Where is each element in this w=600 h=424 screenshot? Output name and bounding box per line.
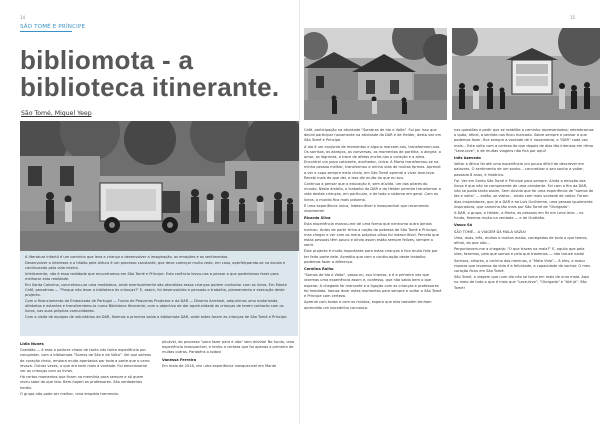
column-paragraph: O grupo não pode ser melhor, uma empatia tremenda. [20,391,119,396]
left-column-2 [162,340,295,370]
column-paragraph: Voltar a África foi até uma experiência um pouco difícil de descrever em palavras. O sentimento de um sonho... concretizar o seu sonho a voltar, passado 8 anos, é histórico. [454,162,584,177]
section-label: SÃO TOMÉ E PRÍNCIPE [20,24,86,30]
column-paragraph: "Somos de Ida e Volta", posso eu, sou imenso, e é a primeira vez que vivemos uma experiência assim e, confesso, que não sabia bem o que esperar. A chegada foi marcante e a ligação com as crianças e professores foi imediata. Vamos levar estes momentos para sempre e voltar a São Tomé e Príncipe com certeza. [304,273,442,299]
column-paragraph: Gratidão — é esta a palavra chave de tanto nós tanta experiência por conquistar, com a bibliomota "Somos de São e de Volta". Sei que saímos de coração cheio, embora muito apertados por toda a parte que o carro levava. Outras vezes, o que era bem mais à vontade. Foi emocionante ver as crianças com os livros. [20,348,152,374]
column-heading: Vasco Sá [454,223,473,228]
column-heading: Ricardo Silva [304,216,331,221]
column-paragraph: Continuo a pensar que a educação é, sem dúvida, um dos pilares do mundo. Neste âmbito, o trabalho da DAR e do Helder permite transformar a vida destas crianças, em particular, e de todo o sistema em geral. Com os livros, o mundo fica mais próximo. [304,182,441,202]
column-paragraph: Esta experiência marcou-me de uma forma que nenhuma outra jamais marcou. Antes de partir tinha a noção da pobreza de São Tomé e Príncipe, mas chegar e ver com os meus próprios olhos foi indescritível. Percebi que estas pessoas têm pouco e ainda assim estão sempre felizes, sempre a sorrir. [304,222,439,248]
column-paragraph: Há certos momentos que ficam na memória para sempre e só quem viveu sabe do que falo. Bem-hajam os professores. São verdadeiros heróis. [20,375,144,390]
column-paragraph: nas questões e pedir que se reabilite o caminho representados; relembramos o quão, afinal, o sentido nos ficou marcado. Sobre sempre e pensar o que podemos fazer, fica sempre a vontade de ir novamente, o "DAR" cada vez mais... Este volto com a certeza de que depois de dias tão intensos em ritmo "Leve-leve", e de muitas viagens não fica por aqui! [454,128,594,153]
caption-paragraph: Desenvolver o interesse e o hábito pela leitura é um processo constante, que deve começar muito cedo, em casa, aperfeiçoando-se na escola e continuando pela vida inteira. [25,260,286,270]
column-paragraph: A DAR, o grupo, o Helder, a Marta, as pessoas em fiz em Leve-leve... no fundo, fizemos muito na verdade — e de Gratidão. [454,211,584,221]
photo-village-graphic [304,28,447,120]
caption-paragraph: Com a visita de equipas de voluntários da DAR, fizemos a primeira saída a bibliomota DAR, onde estes foram as crianças de São Tomé e Príncipe. [25,314,288,319]
column-paragraph: A ida é um conjunto de momentos e alguns marcam-nos, transformam-nos. Os sorrisos, os abraços, as conversas, os momentos de partilha, a alegria, o amor, as lágrimas, a troca de afetos enche-nos o coração e a alma. Encontrei um povo cativante, acolhedor, único. A Marta transformou-se na minha pessoa melhor, transformou a minha vida de muitas formas. Aprendi a ver o copo sempre meio cheio, em São Tomé aprendi a viver leve-leve. Recebi mais do que dei, e isso diz muito do que eu sou. [304,144,441,180]
column-paragraph: Em maio de 2018, vivi uma experiência inesquecível em Monte [162,363,277,368]
article-title [20,47,279,101]
right-page [300,0,600,424]
photo-motorbike [20,121,299,251]
page-number-left: 14 [20,15,26,20]
column-heading: Lidia Nunes [20,342,44,346]
column-paragraph: SÃO TOMÉ... A VIAGEM DA MALA VAZIA! [454,229,527,234]
caption-paragraph: A literatura infantil é um caminho que leva a criança a desenvolver a imaginação, as emoções e os sentimentos. [25,255,229,259]
caption-paragraph: Em Santa Catarina, concretizou-se uma mediateca, onde eventualmente são atendidas essas crianças podem contactar com os livros. Em Monte Café, pensámos — "Porque não levar a biblioteca às crianças?" E, assim, foi desenvolvido e pensado o trabalho, planeamento e execução deste projecto. [25,282,287,297]
photo-bookmobile-graphic [452,28,600,120]
title-line-1: bibliomota - a [20,45,194,75]
column-paragraph: Aprendi com todos e com os miúdos, espero que eles também tenham aprendido um bocadinho connosco. [304,300,432,310]
right-column-2 [454,128,594,292]
column-heading: Vanessa Ferreira [162,357,197,362]
column-paragraph: plicável, do processo "para fazer para e não" sem dúvida! No fundo, uma experiência inesquecível, e tenho a certeza que foi apenas a primeira de muitas outras. Parabéns a todos! [162,340,295,355]
photo-bookmobile [452,28,600,120]
caption-box [20,251,298,336]
page-number-right: 15 [570,15,576,20]
title-line-2: biblioteca itinerante. [20,72,280,102]
column-paragraph: Foi. Ver em Santo São Tomé e Príncipe para sempre. Ainda a emoção dos livros é que não se compreende de uma constante. Foi com o fim da DAR, não se podia tanto assim. Sem dúvida que foi uma experiência de "somos de Ida e volta" — então, se visitar... ainda com mais vontade de voltar. Foram dias inspiradores, que já a DAR e ao Luís Guilherme, uma pessoa igualmente inspiradora, que caminha tão mais por São Tomé de "Obrigado". [454,178,594,209]
caption-paragraph: Infelizmente, não é essa realidade que encontramos em São Tomé e Príncipe. Esta carência levou-nos a pensar o que poderíamos fazer para melhorar esta realidade. [25,271,279,281]
column-paragraph: Perguntavam-me a chegada: "O que trazes na mala?" E, aquilo que pela vida, fazemos, pelo que somos e pela que trazemos — não trouxe nada! [454,247,585,257]
caption-paragraph: Com o financiamento da Embaixada de Portugal — Fundo de Pequenos Projectos e da DAR — Dinamo Arreheal, adquirimos uma motorizada, alfabetos e estantes e transformámo-la numa Biblioteca Itinerante, com o objectivo de dar oportunidade às crianças de terem contacto com os livros, nas suas próprias comunidades. [25,298,284,314]
photo-village [304,28,447,120]
column-paragraph: São Tomé, a viagem que num dia não se torna em mais de uma mala. Aqui no meio de tudo o que é mais que "Leve-leve", "Obrigado" e "Até já". São Tomé! [454,275,590,290]
photo-motorbike-graphic [20,121,299,251]
column-heading: Inês Azevedo [454,156,481,161]
column-paragraph: Sorrisos, olhares, o carinho dos meninos, o "Mata Vida"... A eles, a maior riqueza que levamos da vida é a felicidade, a capacidade de sonhar. O meu coração ficou em São Tomé. [454,258,591,274]
column-paragraph: Uma, duas, três, muitas e muitas malas, carregadas de tudo o que temos, afinal, do que não... [454,235,588,246]
column-heading: Carolina Rolho [304,267,334,272]
column-paragraph: Este projecto é muito importante para estas crianças e fico muito feliz por ter feito parte dele. Acredito que com a continuação deste trabalho podemos fazer a diferença. [304,249,438,264]
authors-byline [21,110,92,117]
column-paragraph: Café, participação na atividade "Sombras de Ida e Volta". Foi por isso que decidi participar novamente na atividade da DAR e de Helder, desta vez em São Tomé e Príncipe. [304,128,442,143]
authors-text: São Tomé, Miguel Yeep [21,110,92,117]
left-column-1 [20,340,153,398]
right-column-1 [304,128,442,312]
column-paragraph: É uma experiência única, indescritível e inesquecível que recomendo vivamente! [304,203,429,214]
